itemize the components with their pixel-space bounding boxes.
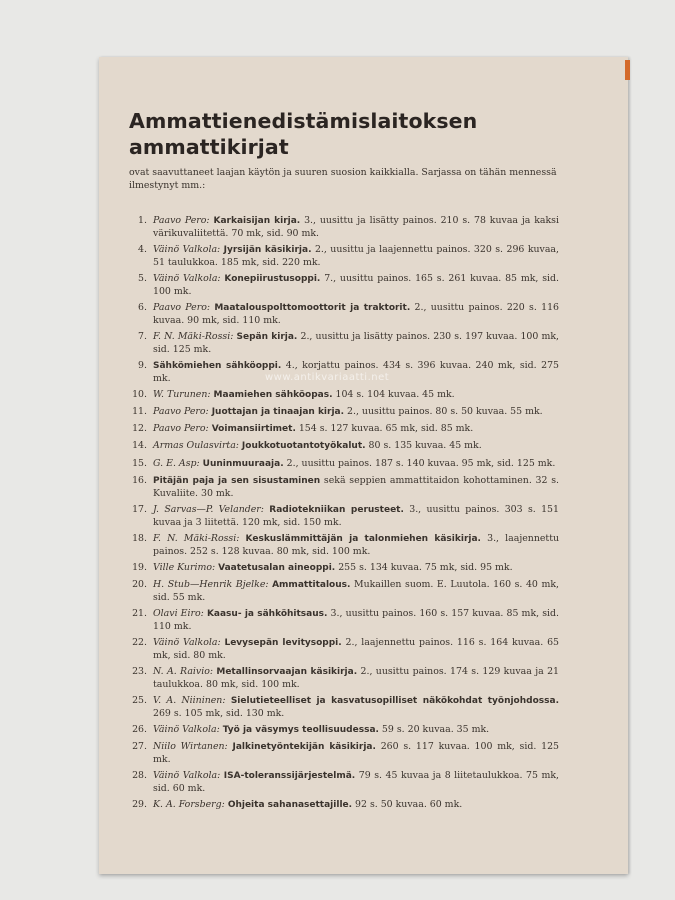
entry-title: Ammattitalous. [272, 579, 351, 590]
list-item [129, 741, 559, 766]
entry-details: 2., uusittu ja lisätty painos. 230 s. 197 kuvaa. 100 mk, sid. 125 mk. [153, 330, 560, 355]
entry-title: Maatalouspolttomoottorit ja traktorit. [214, 302, 411, 313]
entry-details: 79 s. 45 kuvaa ja 8 liitetaulukkoa. 75 mk, sid. 60 mk. [153, 770, 560, 794]
entry-details: 59 s. 20 kuvaa. 35 mk. [381, 723, 490, 735]
entry-number: 16. [132, 474, 147, 486]
entry-number: 20. [132, 578, 147, 590]
list-item [129, 608, 559, 633]
entry-details: 80 s. 135 kuvaa. 45 mk. [368, 440, 482, 452]
list-item [129, 244, 559, 269]
list-item [129, 273, 559, 298]
list-item [129, 562, 559, 575]
entry-author: Väinö Valkola: [153, 770, 221, 782]
entry-author: V. A. Niininen: [153, 694, 226, 706]
list-item [129, 475, 559, 500]
entry-number: 23. [132, 665, 147, 677]
entry-title: Jalkinetyöntekijän käsikirja. [232, 742, 376, 753]
entry-number: 28. [132, 770, 147, 782]
watermark: www.antikvariaatti.net [265, 372, 390, 383]
list-item [129, 637, 559, 662]
intro-text: ovat saavuttaneet laajan käytön ja suuren suosion kaikkialla. Sarjassa on tähän mennessä ilmestynyt mm.: [129, 167, 557, 191]
entry-author: J. Sarvas—P. Velander: [153, 503, 264, 515]
entry-title: ISA-toleranssijärjestelmä. [223, 771, 356, 782]
entry-title: Karkaisijan kirja. [213, 216, 301, 226]
cover-edge-marker [625, 60, 630, 80]
entry-number: 14. [132, 440, 147, 452]
entry-number: 9. [138, 359, 147, 371]
book-list [129, 215, 559, 816]
entry-author: Väinö Valkola: [153, 636, 221, 648]
entry-number: 1. [138, 215, 147, 226]
entry-number: 18. [132, 532, 147, 544]
entry-number: 25. [132, 694, 147, 706]
entry-author: Paavo Pero: [153, 423, 209, 435]
entry-title: Joukkotuotantotyökalut. [241, 441, 366, 452]
entry-details: 7., uusittu painos. 165 s. 261 kuvaa. 85 mk, sid. 100 mk. [153, 272, 559, 297]
entry-number: 29. [132, 799, 147, 811]
entry-details: 3., uusittu ja lisätty painos. 210 s. 78 kuvaa ja kaksi värikuvaliitettä. 70 mk, sid. 90 mk. [153, 215, 559, 239]
entry-author: Armas Oulasvirta: [153, 440, 239, 452]
entry-number: 6. [138, 301, 147, 313]
entry-author: Väinö Valkola: [153, 723, 220, 735]
entry-author: Niilo Wirtanen: [153, 741, 228, 753]
entry-author: Ville Kurimo: [153, 561, 216, 573]
entry-number: 17. [132, 503, 147, 515]
entry-title: Maamiehen sähköopas. [213, 389, 333, 400]
entry-details: 3., uusittu painos. 303 s. 151 kuvaa ja 3 liitettä. 120 mk, sid. 150 mk. [153, 503, 559, 528]
page-title [129, 108, 599, 160]
entry-author: Paavo Pero: [153, 406, 209, 418]
entry-title: Sähkömiehen sähköoppi. [153, 360, 282, 371]
list-item [129, 770, 559, 795]
entry-number: 27. [132, 741, 147, 753]
entry-author: K. A. Forsberg: [153, 799, 225, 811]
entry-details: 2., laajennettu painos. 116 s. 164 kuvaa. 65 mk, sid. 80 mk. [153, 636, 560, 661]
entry-number: 22. [132, 636, 147, 648]
entry-details: 2., uusittu painos. 187 s. 140 kuvaa. 95 mk, sid. 125 mk. [286, 457, 556, 469]
entry-number: 19. [132, 561, 147, 573]
entry-details: 255 s. 134 kuvaa. 75 mk, sid. 95 mk. [338, 561, 513, 573]
entry-author: F. N. Mäki-Rossi: [153, 330, 234, 342]
entry-title: Vaatetusalan aineoppi. [218, 562, 336, 573]
entry-title: Radiotekniikan perusteet. [269, 504, 404, 515]
list-item [129, 423, 559, 436]
entry-number: 11. [132, 406, 147, 418]
list-item [129, 799, 559, 812]
entry-number: 12. [132, 423, 147, 435]
list-item [129, 666, 559, 691]
entry-title: Sepän kirja. [236, 331, 298, 342]
entry-author: F. N. Mäki-Rossi: [153, 532, 240, 544]
entry-author: Olavi Eiro: [153, 607, 204, 619]
entry-details: 3., uusittu painos. 160 s. 157 kuvaa. 85 mk, sid. 110 mk. [153, 607, 560, 632]
entry-number: 4. [138, 243, 147, 255]
entry-title: Pitäjän paja ja sen sisustaminen [153, 475, 321, 486]
list-item [129, 533, 559, 558]
entry-title: Keskuslämmittäjän ja talonmiehen käsikirja. [245, 533, 481, 544]
entry-title: Ohjeita sahanasettajille. [227, 800, 353, 811]
entry-title: Kaasu- ja sähköhitsaus. [206, 608, 328, 619]
entry-details: 260 s. 117 kuvaa. 100 mk, sid. 125 mk. [153, 741, 559, 765]
list-item [129, 331, 559, 356]
list-item [129, 440, 559, 453]
entry-author: N. A. Raivio: [153, 665, 214, 677]
entry-title: Jyrsijän käsikirja. [223, 244, 312, 255]
title-line-2: ammattikirjat [129, 135, 289, 159]
entry-details: 2., uusittu painos. 174 s. 129 kuvaa ja 21 taulukkoa. 80 mk, sid. 100 mk. [153, 665, 560, 690]
entry-title: Työ ja väsymys teollisuudessa. [222, 724, 379, 735]
entry-details: Mukaillen suom. E. Luutola. 160 s. 40 mk, sid. 55 mk. [153, 578, 559, 603]
entry-details: 4., korjattu painos. 434 s. 396 kuvaa. 240 mk, sid. 275 mk. [153, 359, 559, 384]
entry-details: 2., uusittu ja laajennettu painos. 320 s. 296 kuvaa, 51 taulukkoa. 185 mk, sid. 220 mk. [153, 243, 559, 268]
entry-details: 269 s. 105 mk, sid. 130 mk. [153, 707, 285, 719]
title-line-1: Ammattienedistämislaitoksen [129, 109, 478, 133]
entry-details: 3., laajennettu painos. 252 s. 128 kuvaa. 80 mk, sid. 100 mk. [153, 532, 559, 557]
entry-details: 104 s. 104 kuvaa. 45 mk. [335, 388, 455, 400]
list-item [129, 724, 559, 737]
entry-author: W. Turunen: [153, 388, 211, 400]
entry-author: Väinö Valkola: [153, 243, 221, 255]
list-item [129, 302, 559, 327]
entry-details: 2., uusittu painos. 80 s. 50 kuvaa. 55 mk. [347, 406, 543, 418]
list-item [129, 695, 559, 720]
entry-title: Levysepän levitysoppi. [224, 637, 342, 648]
entry-number: 26. [132, 723, 147, 735]
entry-author: Väinö Valkola: [153, 272, 221, 284]
entry-title: Voimansiirtimet. [211, 424, 296, 435]
entry-details: sekä seppien ammattitaidon kohottaminen. 32 s. Kuvaliite. 30 mk. [153, 474, 559, 499]
entry-author: Paavo Pero: [153, 301, 211, 313]
entry-title: Konepiirustusoppi. [224, 273, 321, 284]
entry-number: 10. [132, 388, 147, 400]
list-item [129, 458, 559, 471]
list-item [129, 406, 559, 419]
entry-author: H. Stub—Henrik Bjelke: [153, 578, 269, 590]
entry-title: Sielutieteelliset ja kasvatusopilliset näkökohdat työnjohdossa. [230, 695, 559, 706]
entry-title: Juottajan ja tinaajan kirja. [211, 407, 345, 418]
entry-details: 154 s. 127 kuvaa. 65 mk, sid. 85 mk. [298, 423, 474, 435]
entry-number: 21. [132, 607, 147, 619]
entry-number: 15. [132, 457, 147, 469]
entry-author: Paavo Pero: [153, 215, 210, 226]
entry-number: 5. [138, 272, 147, 284]
entry-details: 2., uusittu painos. 220 s. 116 kuvaa. 90 mk, sid. 110 mk. [153, 301, 559, 326]
list-item [129, 504, 559, 529]
entry-details: 92 s. 50 kuvaa. 60 mk. [355, 799, 463, 811]
list-item [129, 215, 559, 240]
entry-title: Metallinsorvaajan käsikirja. [216, 666, 358, 677]
entry-number: 7. [138, 330, 147, 342]
entry-author: G. E. Asp: [153, 457, 200, 469]
list-item [129, 389, 559, 402]
list-item [129, 579, 559, 604]
entry-title: Uuninmuuraaja. [202, 458, 284, 469]
